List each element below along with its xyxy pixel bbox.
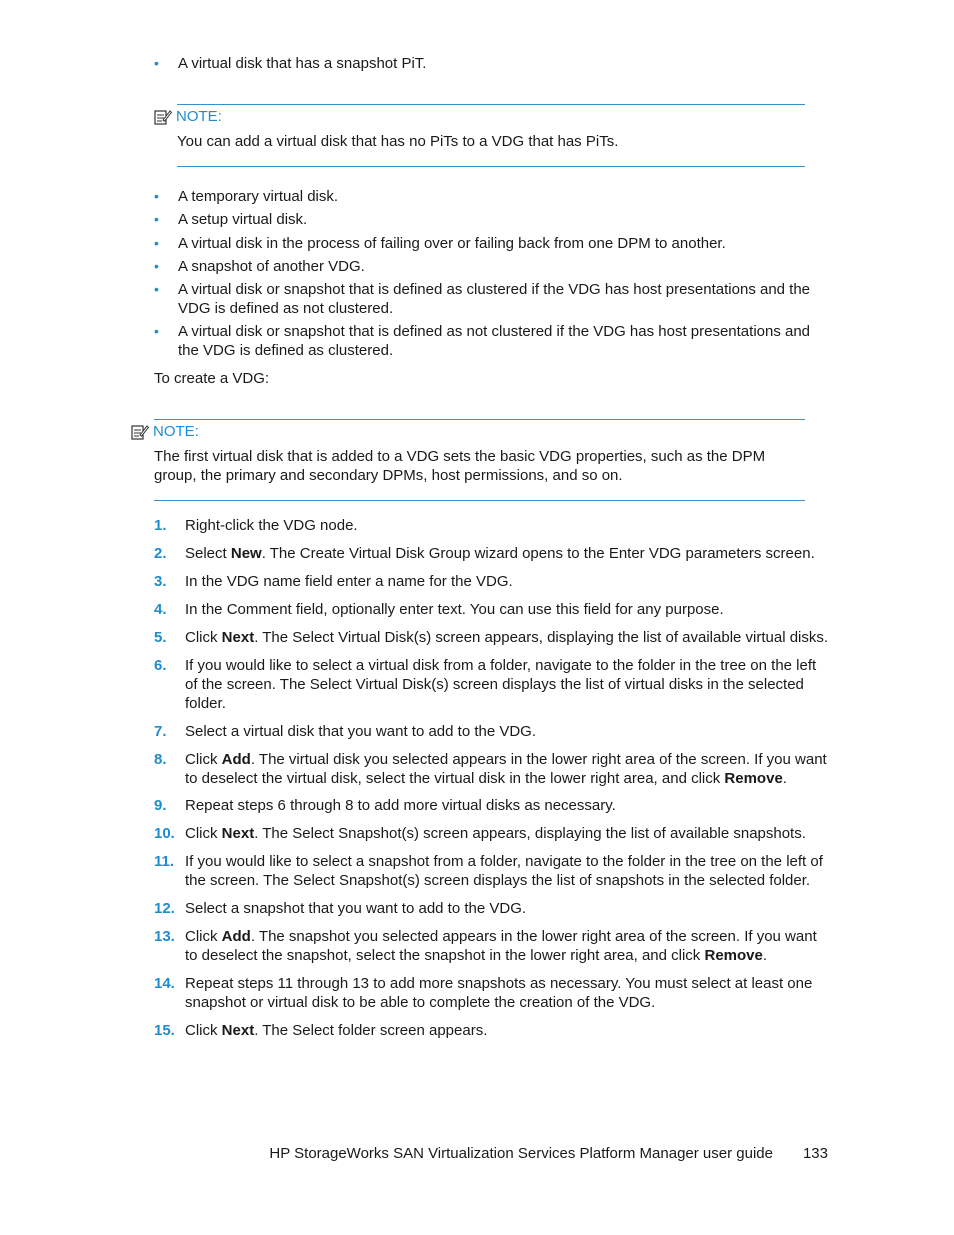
note-heading — [131, 422, 199, 441]
step-number: 1. — [154, 517, 167, 534]
bullet-marker: • — [154, 188, 159, 204]
step-number: 15. — [154, 1022, 175, 1039]
footer-title: HP StorageWorks SAN Virtualization Services Platform Manager user guide — [269, 1145, 773, 1162]
step-number: 14. — [154, 975, 175, 992]
note-label: NOTE: — [176, 108, 222, 125]
page-number: 133 — [802, 1145, 828, 1162]
step-number: 3. — [154, 573, 167, 590]
list-item-text: A setup virtual disk. — [178, 211, 308, 228]
list-item-text: A virtual disk or snapshot that is defined as clustered if the VDG has host presentations and the VDG is defined as not clustered. — [178, 281, 811, 317]
list-item-text: A virtual disk or snapshot that is defined as not clustered if the VDG has host presentations and the VDG is defined as clustered. — [178, 323, 811, 359]
step-text: If you would like to select a snapshot from a folder, navigate to the folder in the tree on the left of the screen. The Select Snapshot(s) screen displays the list of snapshots in the selected folder. — [185, 853, 823, 889]
step-number: 11. — [154, 853, 175, 870]
note-label: NOTE: — [153, 423, 199, 440]
step-text: Click Next. The Select folder screen appears. — [185, 1022, 488, 1039]
step-number: 7. — [154, 723, 167, 740]
step-number: 5. — [154, 629, 167, 646]
step-text: Select New. The Create Virtual Disk Group wizard opens to the Enter VDG parameters screen. — [185, 545, 815, 562]
step-text: Click Add. The virtual disk you selected appears in the lower right area of the screen. If you want to deselect the virtual disk, select the virtual disk in the lower right area, and click Remove. — [185, 751, 827, 787]
list-item-text: A temporary virtual disk. — [178, 188, 339, 205]
step-text: Repeat steps 11 through 13 to add more snapshots as necessary. You must select at least one snapshot or virtual disk to be able to complete the creation of the VDG. — [185, 975, 813, 1011]
step-text: Repeat steps 6 through 8 to add more virtual disks as necessary. — [185, 797, 616, 814]
step-text: Click Next. The Select Snapshot(s) screen appears, displaying the list of available snapshots. — [185, 825, 806, 842]
step-number: 10. — [154, 825, 175, 842]
note-text: You can add a virtual disk that has no PiTs to a VDG that has PiTs. — [177, 133, 619, 150]
note-icon — [131, 424, 149, 440]
note-top-rule — [154, 419, 805, 420]
step-text: Select a virtual disk that you want to add to the VDG. — [185, 723, 537, 740]
step-text: Right-click the VDG node. — [185, 517, 358, 534]
step-text: Click Next. The Select Virtual Disk(s) screen appears, displaying the list of available virtual disks. — [185, 629, 829, 646]
step-text: In the VDG name field enter a name for the VDG. — [185, 573, 513, 590]
bullet-marker: • — [154, 55, 159, 71]
step-number: 4. — [154, 601, 167, 618]
bullet-marker: • — [154, 323, 159, 339]
bullet-marker: • — [154, 211, 159, 227]
bullet-marker: • — [154, 258, 159, 274]
list-item-text: A virtual disk in the process of failing over or failing back from one DPM to another. — [178, 235, 726, 252]
step-number: 13. — [154, 928, 175, 945]
page-footer — [269, 1144, 828, 1163]
step-number: 8. — [154, 751, 167, 768]
step-text: Select a snapshot that you want to add to the VDG. — [185, 900, 527, 917]
step-number: 2. — [154, 545, 167, 562]
step-text: If you would like to select a virtual disk from a folder, navigate to the folder in the tree on the left of the screen. The Select Virtual Disk(s) screen displays the list of virtual disks in the selected folder. — [185, 657, 817, 712]
note-bottom-rule — [177, 166, 805, 167]
step-number: 12. — [154, 900, 175, 917]
step-text: In the Comment field, optionally enter text. You can use this field for any purpose. — [185, 601, 724, 618]
note-text: The first virtual disk that is added to a VDG sets the basic VDG properties, such as the DPM group, the primary and secondary DPMs, host permissions, and so on. — [154, 448, 766, 484]
list-item-text: A virtual disk that has a snapshot PiT. — [178, 55, 427, 72]
list-item-text: A snapshot of another VDG. — [178, 258, 365, 275]
step-number: 9. — [154, 797, 167, 814]
note-icon — [154, 109, 172, 125]
note-heading — [154, 107, 222, 126]
step-number: 6. — [154, 657, 167, 674]
note-bottom-rule — [154, 500, 805, 501]
bullet-marker: • — [154, 281, 159, 297]
procedure-intro: To create a VDG: — [154, 370, 270, 387]
note-top-rule — [177, 104, 805, 105]
step-text: Click Add. The snapshot you selected appears in the lower right area of the screen. If you want to deselect the snapshot, select the snapshot in the lower right area, and click Remove. — [185, 928, 817, 964]
bullet-marker: • — [154, 235, 159, 251]
